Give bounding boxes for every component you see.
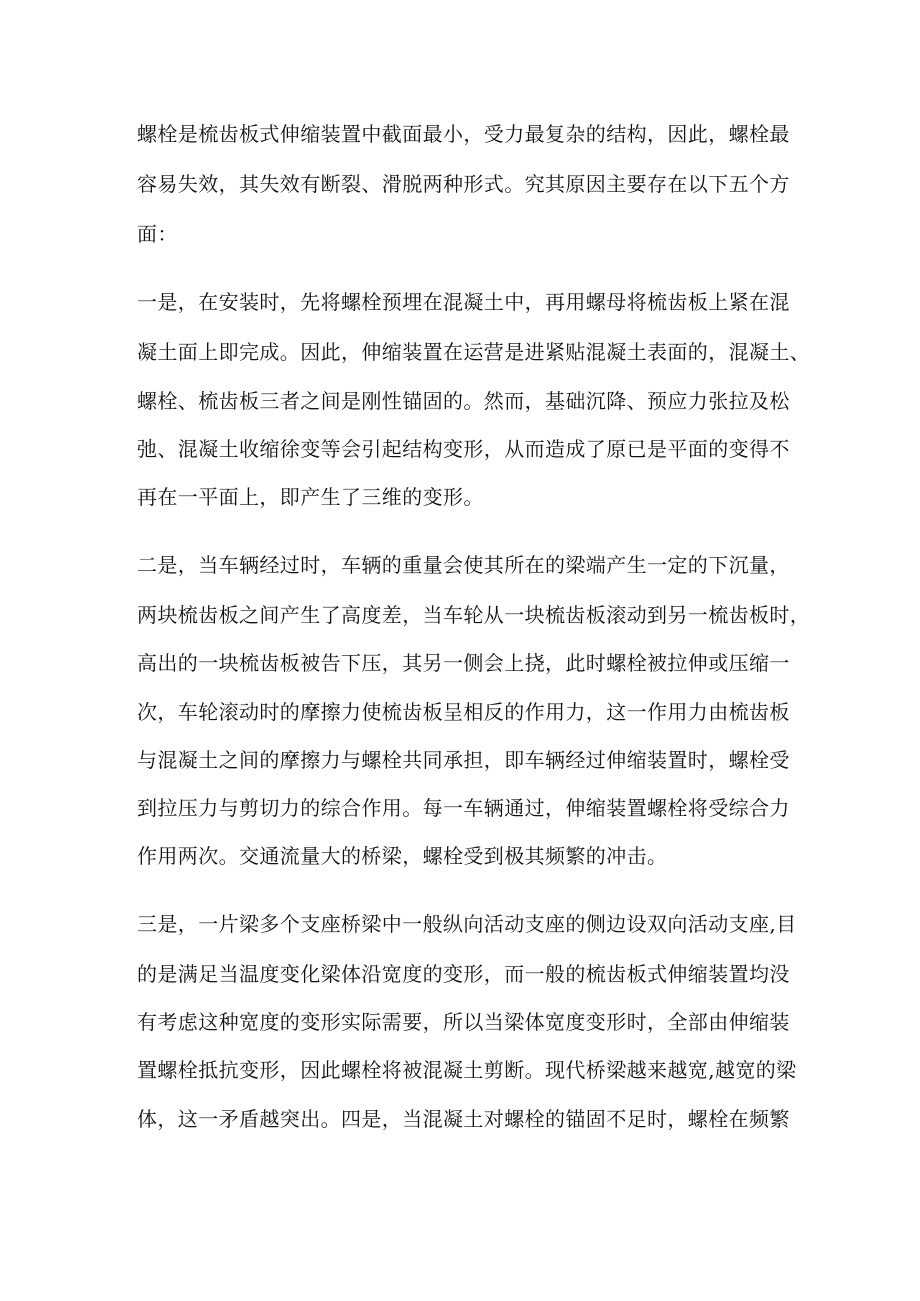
paragraph-3-line-4: 次，车轮滚动时的摩擦力使梳齿板呈相反的作用力，这一作用力由梳齿板 [137,700,790,724]
paragraph-2-line-1: 一是，在安装时，先将螺栓预埋在混凝土中，再用螺母将梳齿板上紧在混 [137,290,790,314]
paragraph-3-line-6: 到拉压力与剪切力的综合作用。每一车辆通过，伸缩装置螺栓将受综合力 [137,796,790,820]
paragraph-1-line-2: 容易失效，其失效有断裂、滑脱两种形式。究其原因主要存在以下五个方 [137,172,790,196]
paragraph-3-line-7: 作用两次。交通流量大的桥梁，螺栓受到极其频繁的冲击。 [137,844,668,868]
paragraph-3-line-3: 高出的一块梳齿板被告下压，其另一侧会上挠，此时螺栓被拉伸或压缩一 [137,651,790,675]
paragraph-2-line-2: 凝土面上即完成。因此，伸缩装置在运营是进紧贴混凝土表面的，混凝土、 [137,340,811,364]
paragraph-3-line-2: 两块梳齿板之间产生了高度差，当车轮从一块梳齿板滚动到另一梳齿板时， [137,603,811,627]
paragraph-2-line-5: 再在一平面上，即产生了三维的变形。 [137,485,484,509]
paragraph-4-line-2: 的是满足当温度变化梁体沿宽度的变形，而一般的梳齿板式伸缩装置均没 [137,962,790,986]
paragraph-1-line-1: 螺栓是梳齿板式伸缩装置中截面最小，受力最复杂的结构，因此，螺栓最 [137,122,790,146]
paragraph-3-line-5: 与混凝土之间的摩擦力与螺栓共同承担，即车辆经过伸缩装置时，螺栓受 [137,748,790,772]
paragraph-3-line-1: 二是，当车辆经过时，车辆的重量会使其所在的梁端产生一定的下沉量， [137,553,790,577]
paragraph-4-line-5: 体，这一矛盾越突出。四是，当混凝土对螺栓的锚固不足时，螺栓在频繁 [137,1107,790,1131]
paragraph-4-line-1: 三是，一片梁多个支座桥梁中一般纵向活动支座的侧边设双向活动支座,目 [137,912,797,936]
paragraph-4-line-3: 有考虑这种宽度的变形实际需要，所以当梁体宽度变形时，全部由伸缩装 [137,1010,790,1034]
paragraph-4-line-4: 置螺栓抵抗变形，因此螺栓将被混凝土剪断。现代桥梁越来越宽,越宽的梁 [137,1058,797,1082]
paragraph-2-line-3: 螺栓、梳齿板三者之间是刚性锚固的。然而，基础沉降、预应力张拉及松 [137,389,790,413]
paragraph-1-line-3: 面： [137,222,178,246]
paragraph-2-line-4: 弛、混凝土收缩徐变等会引起结构变形，从而造成了原已是平面的变得不 [137,437,790,461]
